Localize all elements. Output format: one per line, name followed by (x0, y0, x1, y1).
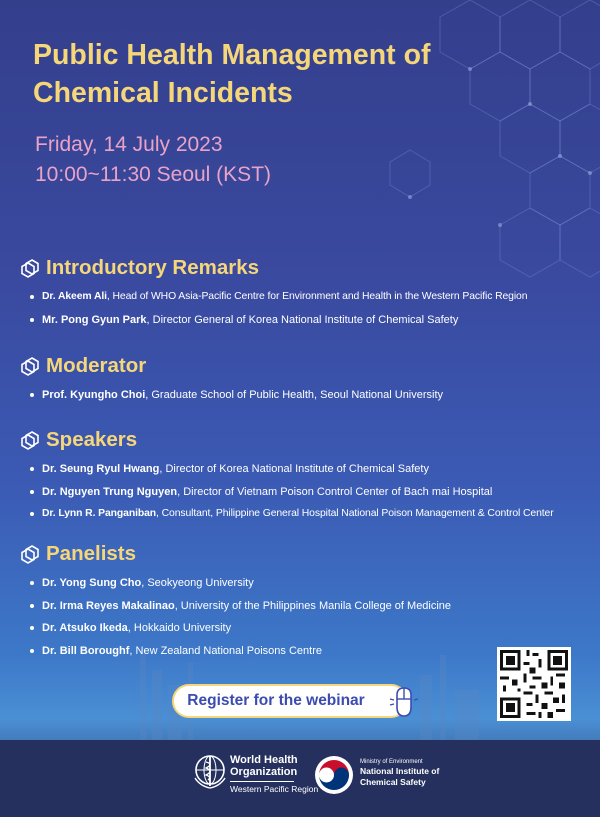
list-item (20, 572, 590, 595)
person-affiliation: , Hokkaido University (127, 622, 232, 634)
title-line-1: Public Health Management of (33, 39, 431, 71)
section-introductory-remarks (20, 254, 590, 331)
person-name: Dr. Lynn R. Panganiban (42, 508, 157, 519)
who-emblem-logo (192, 752, 228, 790)
institute-name-line-1: National Institute of (360, 766, 440, 776)
title-line-2: Chemical Incidents (33, 77, 293, 109)
list-item (20, 595, 590, 618)
list-item (20, 481, 590, 504)
person-affiliation: , Director General of Korea National Institute of Chemical Safety (146, 313, 459, 326)
person-name: Dr. Yong Sung Cho (42, 577, 142, 589)
person-name: Dr. Seung Ryul Hwang (42, 463, 160, 475)
hexagon-bullet-icon (20, 258, 40, 278)
section-title: Introductory Remarks (46, 256, 260, 279)
section-title: Moderator (46, 354, 147, 377)
section-header (20, 540, 590, 568)
hexagon-bullet-icon (20, 356, 40, 376)
person-affiliation: , University of the Philippines Manila College of Medicine (174, 599, 452, 612)
event-datetime (35, 130, 435, 190)
person-affiliation: , Graduate School of Public Health, Seoul National University (145, 389, 444, 401)
person-affiliation: , Director of Vietnam Poison Control Center of Bach mai Hospital (177, 485, 493, 498)
ministry-name: Ministry of Environment (360, 759, 423, 765)
who-region: Western Pacific Region (230, 784, 319, 794)
who-wordmark (230, 754, 320, 794)
hexagon-bullet-icon (20, 430, 40, 450)
person-name: Prof. Kyungho Choi (42, 389, 146, 401)
list-item (20, 286, 590, 309)
person-affiliation: , Head of WHO Asia-Pacific Centre for Environment and Health in the Western Pacific Region (106, 291, 528, 302)
speaker-list (20, 286, 590, 331)
list-item (20, 384, 590, 407)
institute-name-line-2: Chemical Safety (360, 777, 426, 787)
nics-wordmark (360, 758, 439, 788)
section-speakers (20, 426, 590, 526)
mouse-click-icon (388, 685, 420, 719)
section-header (20, 254, 590, 282)
person-affiliation: , New Zealand National Poisons Centre (129, 644, 322, 657)
event-time: 10:00~11:30 Seoul (KST) (35, 163, 272, 186)
person-name: Dr. Nguyen Trung Nguyen (42, 485, 178, 498)
list-item (20, 617, 590, 640)
hexagon-bullet-icon (20, 544, 40, 564)
person-name: Dr. Akeem Ali (42, 291, 107, 302)
who-name-line-1: World Health (230, 754, 298, 766)
person-name: Dr. Bill Boroughf (42, 644, 130, 657)
who-name-line-2: Organization (230, 766, 298, 778)
footer-logo-bar (0, 740, 600, 817)
person-affiliation: , Seokyeong University (141, 577, 254, 589)
page-title (33, 36, 573, 112)
speaker-list (20, 384, 590, 407)
section-header (20, 352, 590, 380)
section-title: Panelists (46, 542, 137, 565)
person-name: Mr. Pong Gyun Park (42, 313, 147, 326)
section-header (20, 426, 590, 454)
who-divider (230, 781, 294, 782)
list-item (20, 503, 590, 526)
speaker-list (20, 458, 590, 526)
section-panelists (20, 540, 590, 662)
person-name: Dr. Atsuko Ikeda (42, 622, 128, 634)
list-item (20, 309, 590, 332)
section-moderator (20, 352, 590, 407)
event-date: Friday, 14 July 2023 (35, 133, 223, 156)
korea-taegeuk-logo (314, 755, 354, 795)
register-button-label: Register for the webinar (187, 692, 365, 709)
register-webinar-button[interactable] (172, 684, 408, 718)
person-name: Dr. Irma Reyes Makalinao (42, 599, 175, 612)
person-affiliation: , Consultant, Philippine General Hospital National Poison Management & Control Center (156, 508, 554, 519)
person-affiliation: , Director of Korea National Institute of Chemical Safety (159, 463, 429, 475)
section-title: Speakers (46, 428, 138, 451)
list-item (20, 458, 590, 481)
registration-qr-code[interactable] (497, 647, 571, 721)
